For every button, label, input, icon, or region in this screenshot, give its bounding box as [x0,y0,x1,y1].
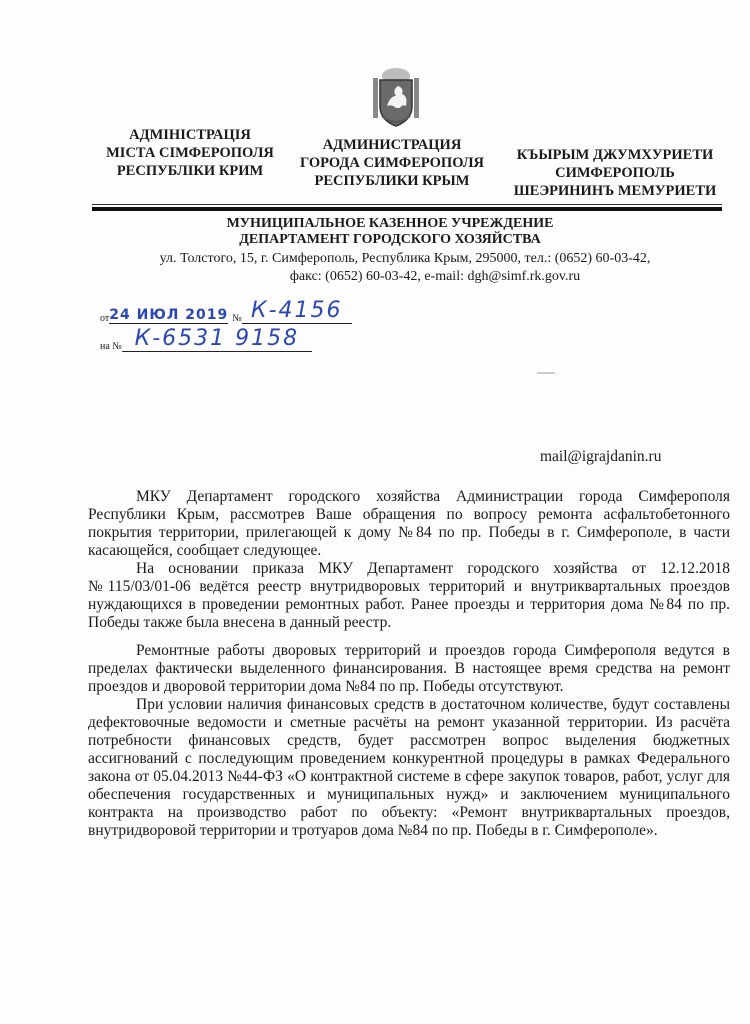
recipient-email: mail@igrajdanin.ru [540,448,662,465]
body-paragraph: При условии наличия финансовых средств в достаточном количестве, будут составлены дефектовочные ведомости и сметные расчёты на ремонт указанной территории. Из расчёта потребности финансовых средств, будет рассмотрен вопрос выделения бюджетных ассигнований с последующим проведением конкурентной процедуры в рамках Федерального закона от 05.04.2013 №44-ФЗ «О контрактной системе в сфере закупок товаров, работ, услуг для обеспечения государственных и муниципальных нужд» и заключением муниципального контракта на производство работ по объекту: «Ремонт внутриквартальных проездов, внутридворовой территории и тротуаров дома №84 по пр. Победы в г. Симферополе». [88,696,730,839]
department-address [80,250,730,286]
reply-number-field [122,326,312,352]
letterhead-right-line: СИМФЕРОПОЛЬ [555,165,675,181]
letterhead-right-line: КЪЫРЫМ ДЖУМХУРИЕТИ [516,147,714,163]
outgoing-number-field [242,298,352,324]
outgoing-number: К-4156 [251,298,343,323]
body-paragraph: МКУ Департамент городского хозяйства Администрации города Симферополя Республики Крым, рассмотрев Ваше обращения по вопросу ремонта асфальтобетонного покрытия территории, прилегающей к дому №84 по пр. Победы в г. Симферополе, в части касающейся, сообщает следующее. [88,488,730,559]
outgoing-registration [100,296,352,324]
reply-number: К-6531 9158 [134,326,300,351]
registration-block [100,296,352,352]
contacts-line: факс: (0652) 60-03-42, e-mail: dgh@simf.rk.gov.ru [289,269,581,284]
reply-registration [100,324,352,352]
reply-label: на № [100,341,122,352]
date-field [109,307,228,324]
letterhead-left-line: АДМІНІСТРАЦІЯ [129,127,251,143]
department-title [140,216,640,248]
number-label: № [232,313,242,324]
crimea-coat-of-arms-icon [370,66,422,130]
letterhead-center-line: ГОРОДА СИМФЕРОПОЛЯ [299,155,485,171]
header-divider-thick [92,207,722,211]
department-line-1: МУНИЦИПАЛЬНОЕ КАЗЕННОЕ УЧРЕЖДЕНИЕ [226,216,554,231]
letter-body [88,488,730,840]
letterhead-right-line: ШЕЭРИНИНЪ МЕМУРИЕТИ [513,183,717,199]
department-line-2: ДЕПАРТАМЕНТ ГОРОДСКОГО ХОЗЯЙСТВА [239,232,541,247]
header-divider-thin [92,204,722,205]
letterhead-center-line: РЕСПУБЛИКИ КРЫМ [314,173,470,189]
body-paragraph: Ремонтные работы дворовых территорий и проездов города Симферополя ведутся в пределах фактически выделенного финансирования. В настоящее время средства на ремонт проездов и дворовой территории дома №84 по пр. Победы отсутствуют. [88,642,730,695]
scan-artifact [537,372,555,374]
from-label: от [100,313,110,324]
letterhead-center-line: АДМИНИСТРАЦИЯ [322,137,462,153]
date-stamp: 24 ИЮЛ 2019 [109,307,229,323]
body-paragraph: На основании приказа МКУ Департамент городского хозяйства от 12.12.2018 №115/03/01-06 ведётся реестр внутридворовых территорий и внутриквартальных проездов нуждающихся в проведении ремонтных работ. Ранее проезды и территория дома №84 по пр. Победы также была внесена в данный реестр. [88,560,730,631]
letterhead-crimean-tatar [500,146,730,200]
letterhead-ukrainian [92,126,288,180]
letterhead-russian [292,136,492,190]
letterhead-left-line: МІСТА СІМФЕРОПОЛЯ [106,145,274,161]
letterhead-left-line: РЕСПУБЛІКИ КРИМ [116,163,264,179]
address-line: ул. Толстого, 15, г. Симферополь, Республика Крым, 295000, тел.: (0652) 60-03-42, [159,251,651,266]
